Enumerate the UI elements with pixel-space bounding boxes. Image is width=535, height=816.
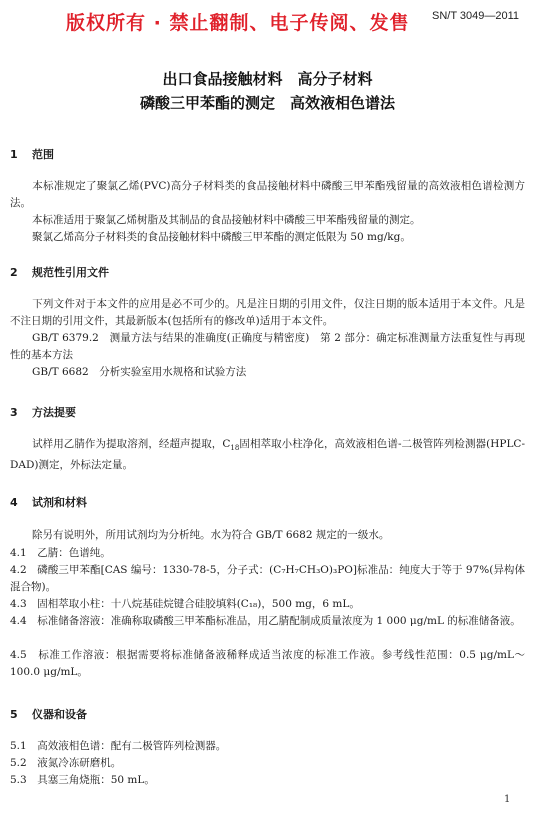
section-title: 范围: [32, 148, 54, 161]
clause-4-1: 4.1 乙腈：色谱纯。: [10, 547, 111, 559]
clause-4-2: 4.2 磷酸三甲苯酯[CAS 编号：1330-78-5，分子式：(C₇H₇CH₃O)₃PO]标准品：纯度大于等于 97%(异构体混合物)。: [10, 564, 525, 593]
paragraph-text: 本标准规定了聚氯乙烯(PVC)高分子材料类的食品接触材料中磷酸三甲苯酯残留量的高效液相色谱检测方法。: [10, 180, 525, 209]
section-heading-reagents: [10, 494, 87, 510]
subscript: 18: [230, 444, 240, 453]
clause-4-4: 4.4 标准储备溶液：准确称取磷酸三甲苯酯标准品，用乙腈配制成质量浓度为 1 000 μg/mL 的标准储备液。: [10, 615, 521, 627]
paragraph-text: GB/T 6682 分析实验室用水规格和试验方法: [32, 366, 247, 378]
clause-5-1: 5.1 高效液相色谱：配有二极管阵列检测器。: [10, 740, 227, 752]
document-title-line1: 出口食品接触材料 高分子材料: [162, 70, 373, 88]
paragraph-text: 除另有说明外，所用试剂均为分析纯。水为符合 GB/T 6682 规定的一级水。: [32, 529, 390, 541]
paragraph-text: 下列文件对于本文件的应用是必不可少的。凡是注日期的引用文件，仅注日期的版本适用于本文件。凡是不注日期的引用文件，其最新版本(包括所有的修改单)适用于本文件。: [10, 298, 525, 327]
paragraph: [10, 527, 525, 544]
copyright-watermark: 版权所有 · 禁止翻制、电子传阅、发售: [66, 12, 410, 34]
reference-item: [10, 330, 525, 364]
clause-4-3: 4.3 固相萃取小柱：十八烷基硅烷键合硅胶填料(C₁₈)，500 mg，6 mL。: [10, 598, 360, 610]
reference-item: [10, 364, 525, 381]
section-heading-scope: [10, 146, 54, 162]
clause-4-5: 4.5 标准工作溶液：根据需要将标准储备液稀释成适当浓度的标准工作液。参考线性范围：0.5 μg/mL～100.0 μg/mL。: [10, 649, 525, 678]
clause-5-3: 5.3 具塞三角烧瓶：50 mL。: [10, 774, 155, 786]
section-number: 4: [10, 496, 18, 509]
paragraph-text: 聚氯乙烯高分子材料类的食品接触材料中磷酸三甲苯酯的测定低限为 50 mg/kg。: [32, 231, 411, 243]
section-heading-principle: [10, 404, 76, 420]
paragraph: [10, 436, 525, 474]
section-number: 2: [10, 266, 18, 279]
section-heading-apparatus: [10, 706, 87, 722]
section-title: 方法提要: [32, 406, 76, 419]
section-title: 试剂和材料: [32, 496, 87, 509]
section-heading-normative-references: [10, 264, 109, 280]
paragraph-text: 本标准适用于聚氯乙烯树脂及其制品的食品接触材料中磷酸三甲苯酯残留量的测定。: [32, 214, 421, 226]
paragraph-text: 试样用乙腈作为提取溶剂，经超声提取，C: [32, 438, 231, 450]
paragraph: [10, 296, 525, 330]
section-title: 规范性引用文件: [32, 266, 109, 279]
paragraph-text: 固相萃取小柱净化，高效液相色谱-二极管阵列检测器(HPLC-DAD)测定，外标法定量。: [10, 438, 525, 472]
section-number: 3: [10, 406, 18, 419]
page-number: 1: [504, 794, 511, 805]
section-number: 1: [10, 148, 18, 161]
clause-5-2: 5.2 液氮冷冻研磨机。: [10, 757, 122, 769]
paragraph: [10, 212, 525, 229]
section-number: 5: [10, 708, 18, 721]
document-title-line2: 磷酸三甲苯酯的测定 高效液相色谱法: [139, 94, 395, 112]
paragraph: [10, 229, 525, 246]
section-title: 仪器和设备: [32, 708, 87, 721]
paragraph: [10, 178, 525, 212]
paragraph-text: GB/T 6379.2 测量方法与结果的准确度(正确度与精密度) 第 2 部分：确定标准测量方法重复性与再现性的基本方法: [10, 332, 525, 361]
standard-number: SN/T 3049—2011: [432, 10, 520, 22]
